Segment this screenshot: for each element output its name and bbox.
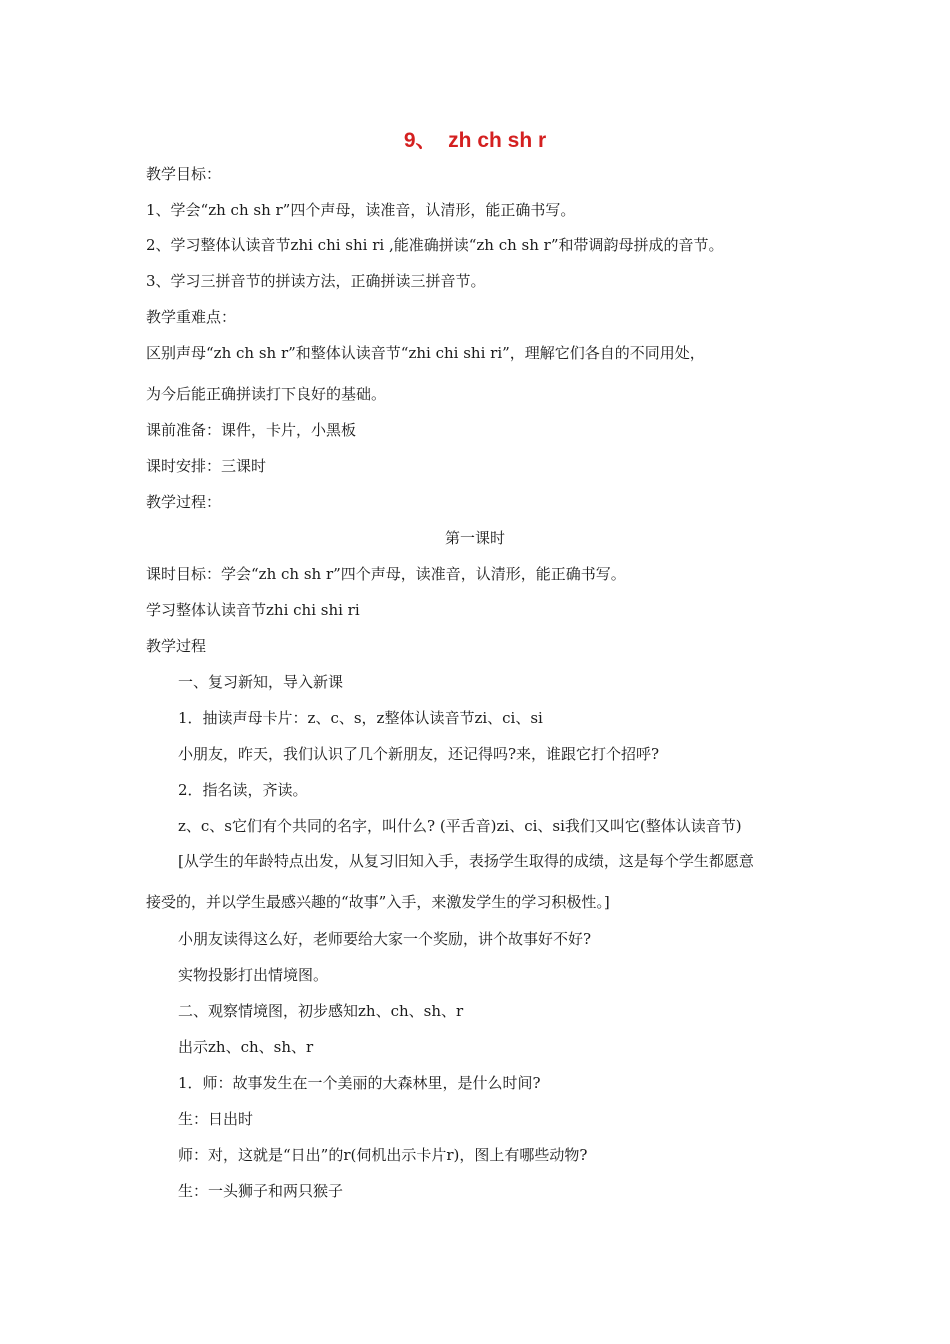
- step-heading-2: 二、观察情境图，初步感知zh、ch、sh、r: [178, 1002, 464, 1020]
- key-points-line-1: 区别声母“zh ch sh r”和整体认读音节“zhi chi shi ri”，理解它们各自的不同用处，: [146, 344, 705, 362]
- section-heading-objectives: 教学目标：: [146, 165, 222, 183]
- objective-2: 2、学习整体认读音节zhi chi shi ri ,能准确拼读“zh ch sh r”和带调韵母拼成的音节。: [146, 236, 724, 254]
- paragraph: 小朋友，昨天，我们认识了几个新朋友，还记得吗?来，谁跟它打个招呼?: [178, 745, 660, 763]
- paragraph: 1．师：故事发生在一个美丽的大森林里，是什么时间?: [178, 1074, 541, 1092]
- preparation: 课前准备：课件，卡片，小黑板: [146, 421, 357, 439]
- paragraph: 实物投影打出情境图。: [178, 966, 329, 984]
- paragraph: 小朋友读得这么好，老师要给大家一个奖励，讲个故事好不好?: [178, 930, 592, 948]
- paragraph: 生：日出时: [178, 1110, 254, 1128]
- paragraph: 2．指名读，齐读。: [178, 781, 308, 799]
- schedule: 课时安排：三课时: [146, 457, 267, 475]
- lesson-objective-2: 学习整体认读音节zhi chi shi ri: [146, 601, 360, 619]
- key-points-line-2: 为今后能正确拼读打下良好的基础。: [146, 385, 387, 403]
- step-heading-1: 一、复习新知，导入新课: [178, 673, 344, 691]
- paragraph: 出示zh、ch、sh、r: [178, 1038, 314, 1056]
- paragraph: 师：对，这就是“日出”的r(伺机出示卡片r)，图上有哪些动物?: [178, 1146, 588, 1164]
- section-heading-process: 教学过程：: [146, 493, 222, 511]
- lesson-heading: 第一课时: [444, 529, 505, 547]
- objective-3: 3、学习三拼音节的拼读方法，正确拼读三拼音节。: [146, 272, 486, 290]
- document-title: 9、 zh ch sh r: [403, 129, 547, 152]
- paragraph: 生：一头狮子和两只猴子: [178, 1182, 344, 1200]
- section-heading-key-points: 教学重难点：: [146, 308, 237, 326]
- commentary-line-1: [从学生的年龄特点出发，从复习旧知入手，表扬学生取得的成绩，这是每个学生都愿意: [178, 852, 754, 870]
- process-heading: 教学过程: [146, 637, 207, 655]
- paragraph: 1．抽读声母卡片：z、c、s，z整体认读音节zi、ci、si: [178, 709, 543, 727]
- objective-1: 1、学会“zh ch sh r”四个声母，读准音，认清形，能正确书写。: [146, 201, 576, 219]
- lesson-objective: 课时目标：学会“zh ch sh r”四个声母，读准音，认清形，能正确书写。: [146, 565, 626, 583]
- paragraph: z、c、s它们有个共同的名字，叫什么? (平舌音)zi、ci、si我们又叫它(整体认读音节): [178, 817, 742, 835]
- commentary-line-2: 接受的，并以学生最感兴趣的“故事”入手，来激发学生的学习积极性。]: [146, 893, 610, 911]
